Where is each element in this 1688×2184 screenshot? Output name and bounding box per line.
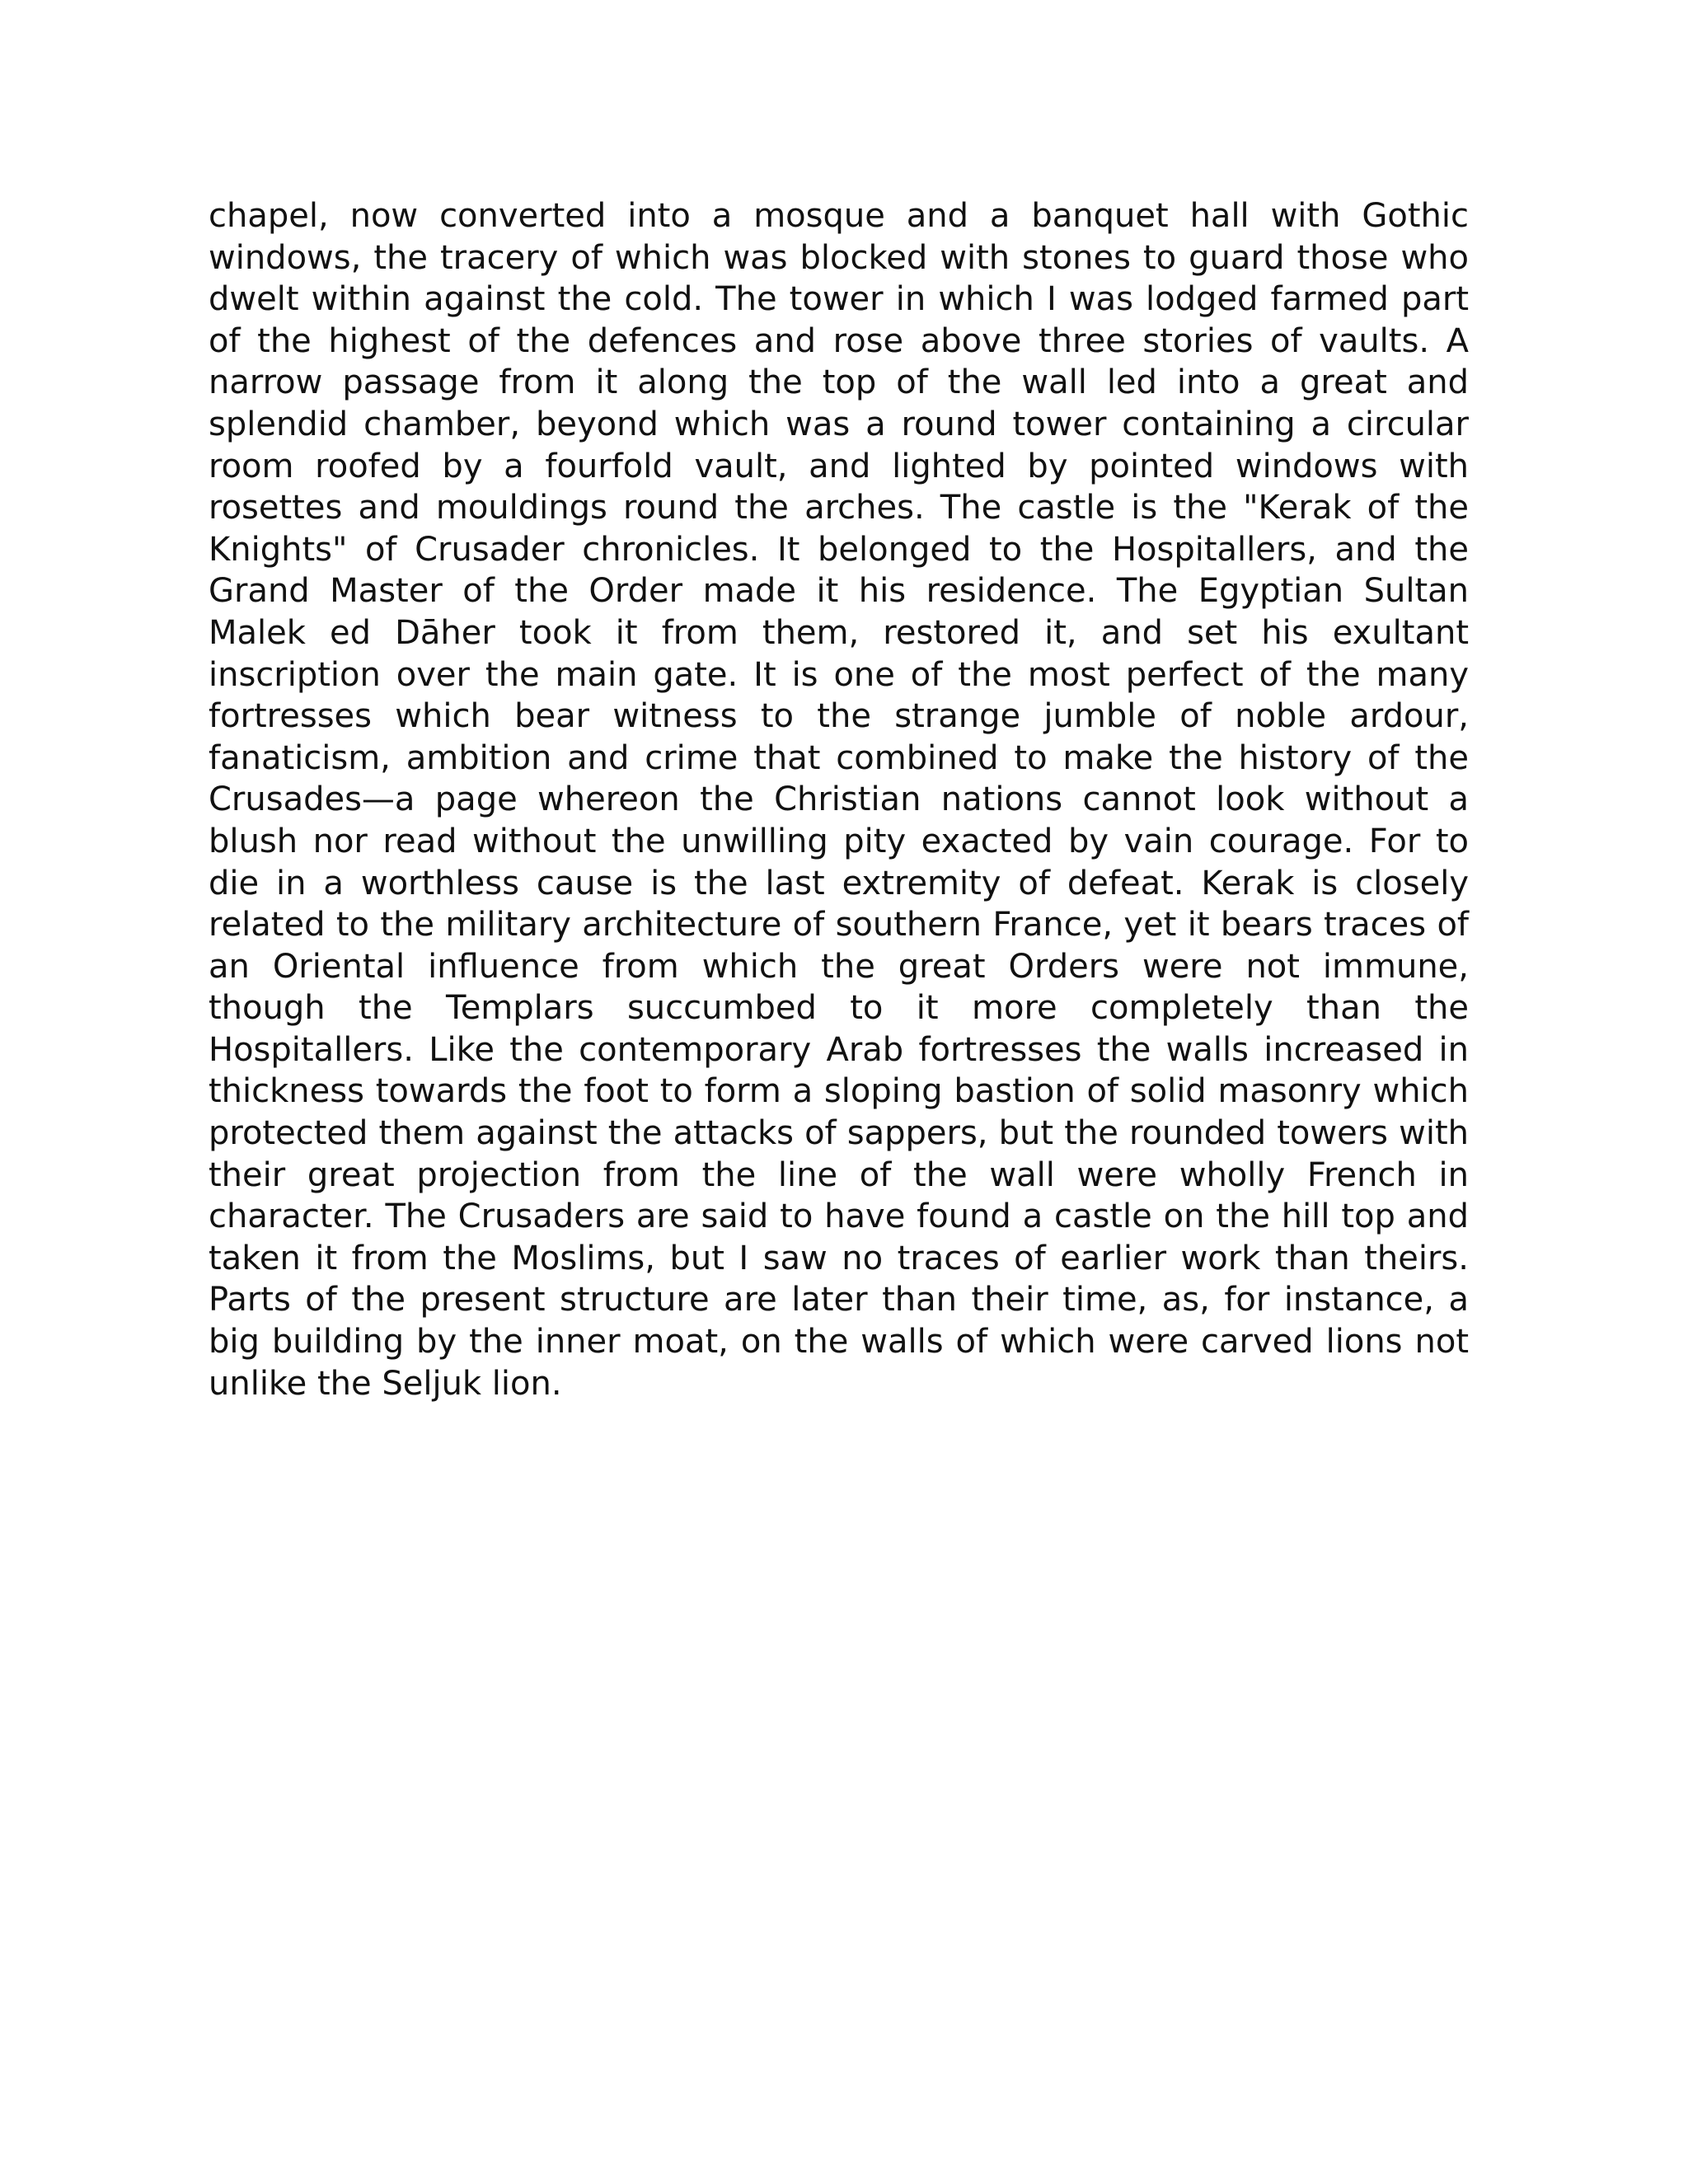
body-paragraph: chapel, now converted into a mosque and a banquet hall with Gothic windows, the tracery of which was blocked with stones to guard those who dwelt within against the cold. The tower in which I was lodged farmed part of the highest of the defences and rose above three stories of vaults. A narrow passage from it along the top of the wall led into a great and splendid chamber, beyond which was a round tower containing a circular room roofed by a fourfold vault, and lighted by pointed windows with rosettes and mouldings round the arches. The castle is the "Kerak of the Knights" of Crusader chronicles. It belonged to the Hospitallers, and the Grand Master of the Order made it his residence. The Egyptian Sultan Malek ed Dāher took it from them, restored it, and set his exultant inscription over the main gate. It is one of the most perfect of the many fortresses which bear witness to the strange jumble of noble ardour, fanaticism, ambition and crime that combined to make the history of the Crusades—a page whereon the Christian nations cannot look without a blush nor read without the unwilling pity exacted by vain courage. For to die in a worthless cause is the last extremity of defeat. Kerak is closely related to the military architecture of southern France, yet it bears traces of an Oriental influence from which the great Orders were not immune, though the Templars succumbed to it more completely than the Hospitallers. Like the contemporary Arab fortresses the walls increased in thickness towards the foot to form a sloping bastion of solid masonry which protected them against the attacks of sappers, but the rounded towers with their great projection from the line of the wall were wholly French in character. The Crusaders are said to have found a castle on the hill top and taken it from the Moslims, but I saw no traces of earlier work than theirs. Parts of the present structure are later than their time, as, for instance, a big building by the inner moat, on the walls of which were carved lions not unlike the Seljuk lion. — [209, 197, 1469, 1403]
